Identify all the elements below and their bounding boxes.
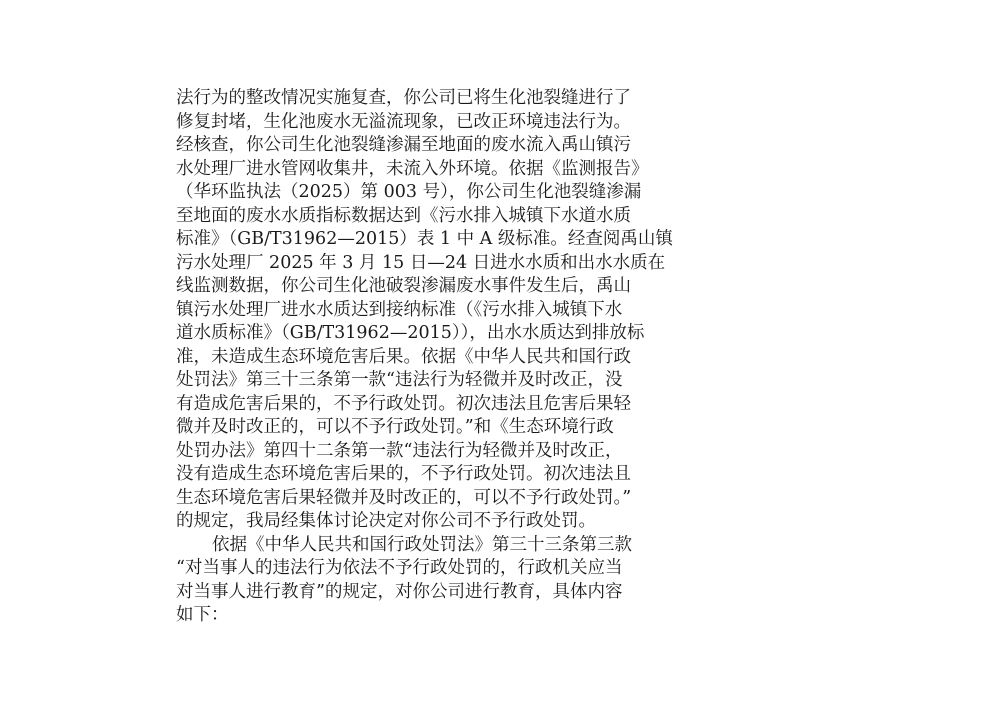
text-line: 微并及时改正的，可以不予行政处罚。”和《生态环境行政	[176, 417, 614, 437]
text-line: 镇污水处理厂进水水质达到接纳标准（《污水排入城镇下水	[176, 299, 623, 320]
text-line: 修复封堵，生化池废水无溢流现象，已改正环境违法行为。	[176, 111, 631, 132]
text-line: 水处理厂进水管网收集井，未流入外环境。依据《监测报告》	[176, 158, 649, 179]
text-line: 生态环境危害后果轻微并及时改正的，可以不予行政处罚。”	[176, 487, 632, 508]
text-line: 处罚法》第三十三条第一款“违法行为轻微并及时改正，没	[176, 370, 623, 390]
text-line: 线监测数据，你公司生化池破裂渗漏废水事件发生后，禹山	[176, 276, 631, 296]
body-text	[176, 87, 826, 628]
text-line: 标准》（GB/T31962—2015）表 1 中 A 级标准。经查阅禹山镇	[176, 229, 673, 249]
text-line: 对当事人进行教育”的规定，对你公司进行教育，具体内容	[176, 581, 623, 602]
text-line: 至地面的废水水质指标数据达到《污水排入城镇下水道水质	[176, 205, 631, 226]
text-line: 污水处理厂 2025 年 3 月 15 日—24 日进水水质和出水水质在	[176, 252, 666, 273]
text-line: 处罚办法》第四十二条第一款“违法行为轻微并及时改正，	[176, 440, 623, 461]
text-line: 法行为的整改情况实施复查，你公司已将生化池裂缝进行了	[176, 88, 631, 108]
text-line: 经核查，你公司生化池裂缝渗漏至地面的废水流入禹山镇污	[176, 135, 631, 155]
paragraph-first-line: 依据《中华人民共和国行政处罚法》第三十三条第三款	[212, 534, 632, 555]
text-line: “对当事人的违法行为依法不予行政处罚的，行政机关应当	[176, 558, 623, 578]
text-line: 的规定，我局经集体讨论决定对你公司不予行政处罚。	[176, 511, 596, 531]
text-line: 没有造成生态环境危害后果的，不予行政处罚。初次违法且	[176, 464, 631, 484]
text-line: 道水质标准》（GB/T31962—2015）），出水水质达到排放标	[176, 323, 645, 343]
text-line: 准，未造成生态环境危害后果。依据《中华人民共和国行政	[176, 346, 631, 367]
text-line: 有造成危害后果的，不予行政处罚。初次违法且危害后果轻	[176, 393, 631, 414]
text-line: 如下：	[176, 605, 229, 625]
text-line: （华环监执法（2025）第 003 号），你公司生化池裂缝渗漏	[176, 182, 642, 202]
